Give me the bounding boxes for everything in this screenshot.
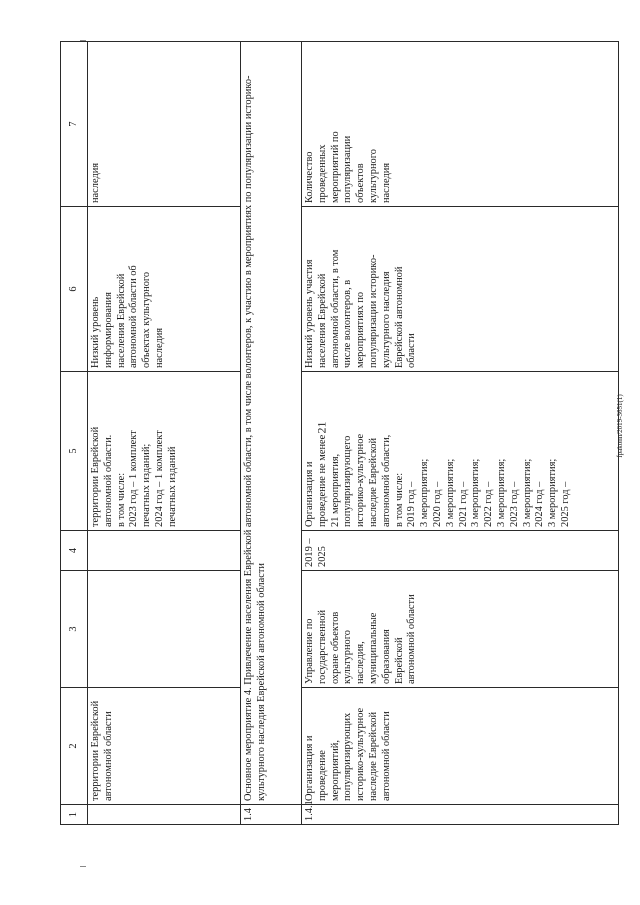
table-cell — [88, 571, 241, 688]
event-name-cell: Организация и проведение мероприятий, популяризирующих историко-культурное наследие Еврейской автономной области — [302, 688, 619, 805]
result-cell: Организация и проведение не менее 21 мероприятия, популяризирующего историко-культурное наследие Еврейской автономной области, в том числе: 2019 год – 3 мероприятия; 2020 год – 3 мероприятия; 2021 год – 3 мероприятия; 2022 год – 3 мероприятия; 2023 год – 3 мероприятия; 2024 год – 3 мероприятия; 2025 год – — [302, 372, 619, 531]
page-number: 21 — [314, 421, 329, 434]
column-number: 2 — [61, 688, 88, 805]
program-table-wrapper — [60, 42, 626, 825]
column-number: 1 — [61, 805, 88, 825]
main-event-row — [241, 42, 302, 825]
main-event-title: Основное мероприятие 4. Привлечение населения Еврейской автономной области, в том числе волонтеров, к участию в мероприятиях по популяризации историко-культурного наследия Еврейской автономной области — [241, 42, 302, 805]
document-code: fpakonn/2019-3651(1) — [616, 394, 624, 458]
scan-mark — [80, 40, 86, 41]
program-table — [60, 41, 619, 825]
column-number: 3 — [61, 571, 88, 688]
table-cell: наследия — [88, 42, 241, 207]
table-cell: Низкий уровень информирования населения Еврейской автономной области об объектах культурного наследия — [88, 207, 241, 372]
responsible-cell: Управление по государственной охране объектов культурного наследия, муниципальные образования Еврейской автономной области — [302, 571, 619, 688]
table-cell: территории Еврейской автономной области — [88, 688, 241, 805]
row-number: 1.4.1 — [302, 805, 619, 825]
indicator-cell: Количество проведенных мероприятий по популяризации объектов культурного наследия — [302, 42, 619, 207]
risk-cell: Низкий уровень участия населения Еврейской автономной области, в том числе волонтеров, в мероприятиях по популяризации историко- культурного наследия Еврейской автономной области — [302, 207, 619, 372]
scan-mark — [80, 866, 86, 867]
rotated-table-area — [60, 42, 626, 842]
column-number: 7 — [61, 42, 88, 207]
column-number: 5 — [61, 372, 88, 531]
column-number: 6 — [61, 207, 88, 372]
table-cell — [88, 531, 241, 571]
continuation-row — [88, 42, 241, 825]
table-cell: территории Еврейской автономной области. в том числе: 2023 год – 1 комплект печатных изданий; 2024 год – 1 комплект печатных изданий — [88, 372, 241, 531]
column-number-row — [61, 42, 88, 825]
column-number: 4 — [61, 531, 88, 571]
period-cell: 2019 – 2025 — [302, 531, 619, 571]
table-cell — [88, 805, 241, 825]
event-detail-row — [302, 42, 619, 825]
row-number: 1.4 — [241, 805, 302, 825]
